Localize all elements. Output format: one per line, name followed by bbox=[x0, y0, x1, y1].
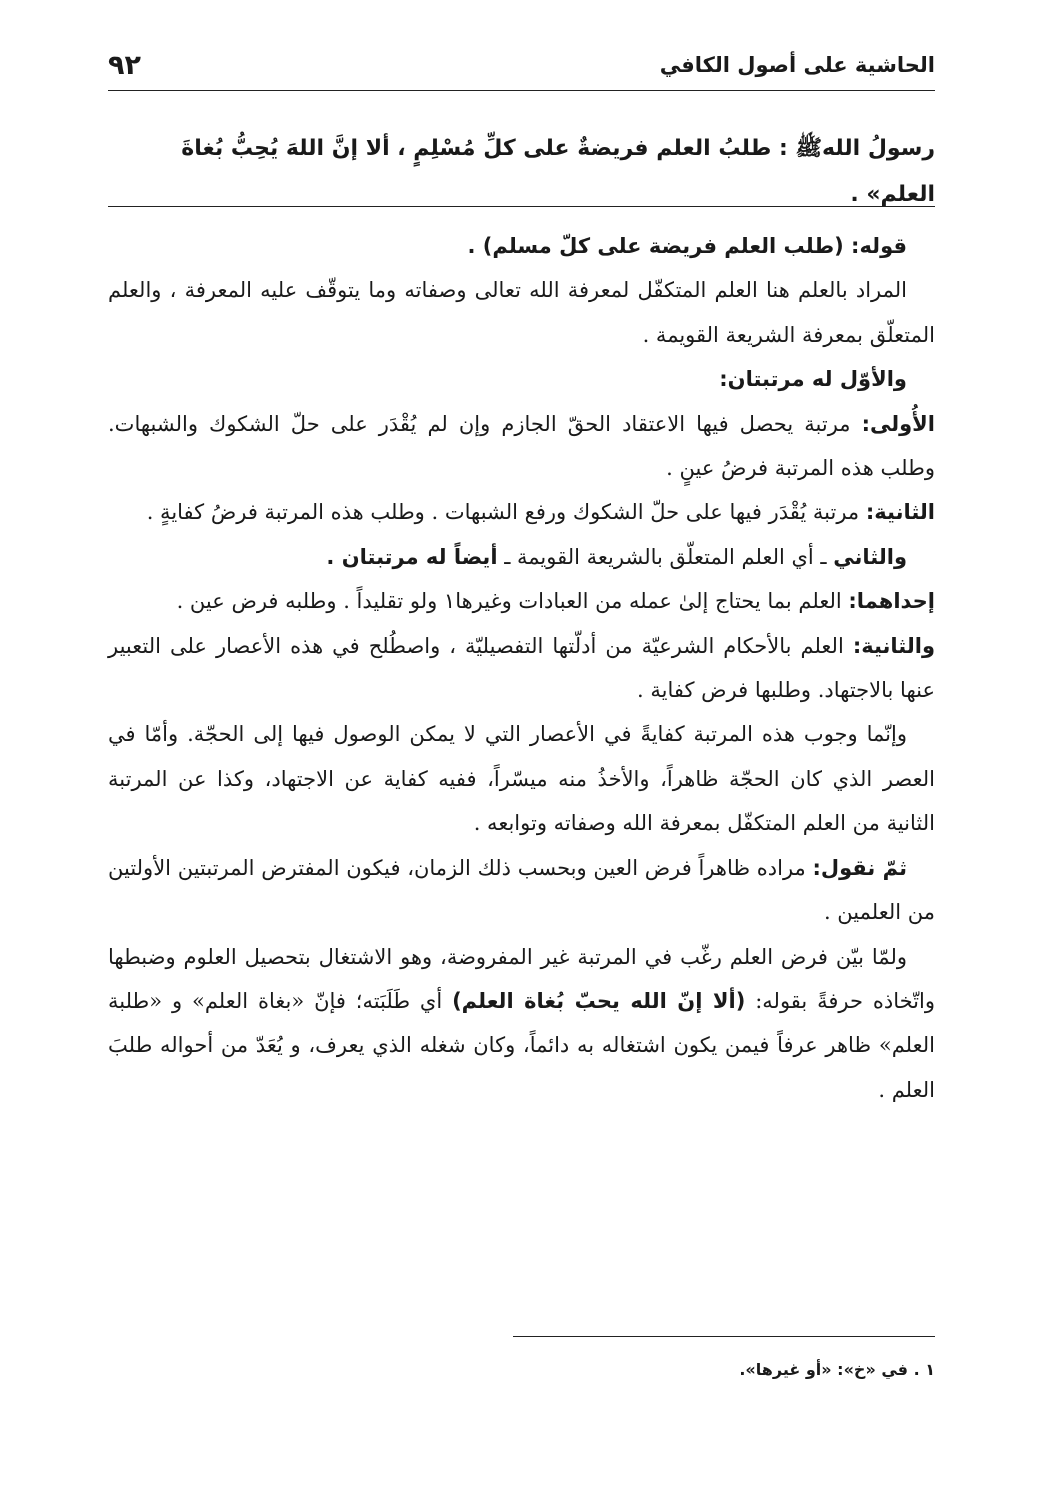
paragraph-heading: ثمّ نقول: bbox=[812, 855, 907, 880]
paragraph-text: العلم بالأحكام الشرعيّة من أدلّتها التفصيليّة ، واصطُلح في هذه الأعصار على التعبير عنها بالاجتهاد. وطلبها فرض كفاية . bbox=[108, 633, 935, 703]
paragraph-text: العلم بما يحتاج إلىٰ عمله من العبادات وغيرها١ ولو تقليداً . وطلبه فرض عين . bbox=[176, 589, 849, 614]
page-number: ٩٢ bbox=[108, 49, 141, 81]
hadith-line: رسولُ اللهﷺ : طلبُ العلم فريضةٌ على كلِّ مُسْلِمٍ ، ألا إنَّ اللهَ يُحِبُّ بُغاةَ العلم» . bbox=[181, 136, 935, 207]
paragraph-7 bbox=[108, 579, 935, 623]
paragraph-heading: والثاني bbox=[833, 544, 907, 569]
section-divider bbox=[108, 206, 935, 207]
paragraph-heading: إحداهما: bbox=[848, 589, 935, 614]
footnote-rule bbox=[513, 1336, 935, 1337]
lemma: قوله: (طلب العلم فريضة على كلّ مسلم) . bbox=[467, 234, 907, 258]
paragraph-heading: والثانية: bbox=[852, 633, 935, 658]
paragraph-heading: والأوّل له مرتبتان: bbox=[719, 367, 907, 392]
paragraph-heading: الأُولى: bbox=[861, 411, 935, 436]
paragraph-1 bbox=[108, 224, 935, 268]
commentary-body bbox=[108, 224, 935, 1112]
paragraph-text: المراد بالعلم هنا العلم المتكفّل لمعرفة الله تعالى وصفاته وما يتوقّف عليه المعرفة ، والعلم المتعلّق بمعرفة الشريعة القويمة . bbox=[108, 278, 935, 347]
paragraph-text: ولمّا بيّن فرض العلم رغّب في المرتبة غير المفروضة، وهو الاشتغال بتحصيل العلوم وضبطها واتّخاذه حرفةً بقوله: bbox=[108, 944, 935, 1013]
paragraph-10 bbox=[108, 846, 935, 935]
paragraph-4 bbox=[108, 402, 935, 491]
paragraph-text: وإنّما وجوب هذه المرتبة كفايةً في الأعصار التي لا يمكن الوصول فيها إلى الحجّة. وأمّا في العصر الذي كان الحجّة ظاهراً، والأخذُ منه ميسّراً، ففيه كفاية عن الاجتهاد، وكذا عن المرتبة الثانية من العلم المتكفّل بمعرفة الله وصفاته وتوابعه . bbox=[108, 722, 935, 836]
footnote: ١ . في «خ»: «أو غيرها». bbox=[739, 1360, 935, 1379]
paragraph-heading: الثانية: bbox=[865, 500, 935, 525]
paragraph-text: ـ أي العلم المتعلّق بالشريعة القويمة ـ bbox=[497, 544, 834, 569]
paragraph-5 bbox=[108, 490, 935, 534]
running-header bbox=[108, 40, 935, 91]
paragraph-text: مرتبة يُقْدَر فيها على حلّ الشكوك ورفع الشبهات . وطلب هذه المرتبة فرضُ كفايةٍ . bbox=[146, 500, 866, 525]
paragraph-emphasis: أيضاً له مرتبتان . bbox=[326, 544, 498, 569]
paragraph-11 bbox=[108, 935, 935, 1113]
paragraph-6 bbox=[108, 535, 935, 579]
book-title: الحاشية على أصول الكافي bbox=[659, 53, 935, 77]
paragraph-2 bbox=[108, 268, 935, 357]
quoted-lemma: (ألا إنّ الله يحبّ بُغاة العلم) bbox=[452, 988, 746, 1013]
paragraph-3 bbox=[108, 357, 935, 401]
paragraph-8 bbox=[108, 624, 935, 713]
paragraph-text-cont: أي طَلَبَته؛ فإنّ «بغاة العلم» و «طلبة العلم» ظاهر عرفاً فيمن يكون اشتغاله به دائماً، وكان شغله الذي يعرف، و يُعَدّ من أحواله طلبَ العلم . bbox=[108, 988, 935, 1102]
paragraph-9 bbox=[108, 712, 935, 845]
paragraph-text: مراده ظاهراً فرض العين وبحسب ذلك الزمان، فيكون المفترض المرتبتين الأولتين من العلمين . bbox=[108, 855, 935, 925]
paragraph-text: مرتبة يحصل فيها الاعتقاد الحقّ الجازم وإن لم يُقْدَر على حلّ الشكوك والشبهات. وطلب هذه المرتبة فرضُ عينٍ . bbox=[108, 411, 935, 481]
